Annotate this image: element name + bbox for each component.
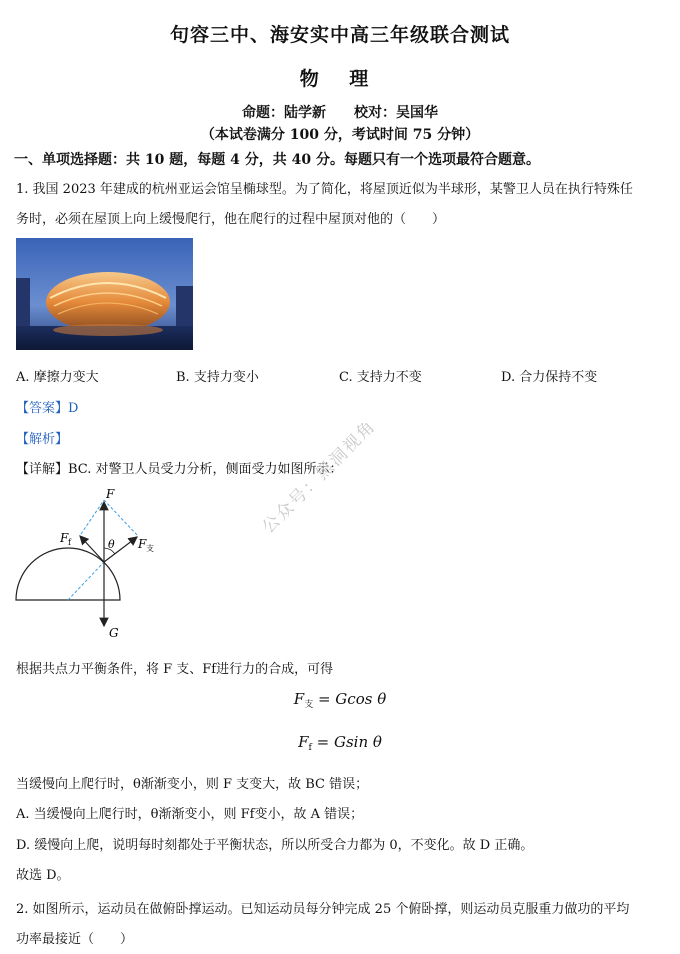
watermark-text: 公众号：黑洞视角 [258,416,381,538]
formula-2-lhs: F [298,733,309,751]
exam-note: （本试卷满分 100 分，考试时间 75 分钟） [200,127,480,143]
analysis-label: 【解析】 [16,432,69,447]
formula-1-lhs: F [293,690,305,708]
q1-option-b: B. 支持力变小 [176,370,259,385]
label-ff-sub: f [68,538,71,547]
stadium-photo [16,238,193,350]
label-ff: F [60,531,69,545]
q2-stem-line1: 2. 如图所示，运动员在做俯卧撑运动。已知运动员每分钟完成 25 个俯卧撑，则运动员克服重力做功的平均 [16,902,630,917]
condition-line: 根据共点力平衡条件，将 F 支、Ff进行力的合成，可得 [16,662,334,677]
conclusion-line-c: D. 缓慢向上爬，说明每时刻都处于平衡状态，所以所受合力都为 0，不变化。故 D 正确。 [16,838,534,853]
q1-option-d: D. 合力保持不变 [501,370,598,385]
label-theta: θ [108,538,115,551]
formula-1-rhs: = Gcos θ [313,690,387,708]
formula-1-sub: 支 [304,700,314,710]
exam-title: 句容三中、海安实中高三年级联合测试 [169,24,510,46]
formula-2 [0,733,680,753]
formula-1 [0,690,680,710]
subject-title: 物 理 [299,68,381,90]
conclusion-line-d: 故选 D。 [16,868,70,883]
force-diagram [8,484,178,644]
conclusion-line-b: A. 当缓慢向上爬行时，θ渐渐变小，则 Ff变小，故 A 错误； [16,807,364,822]
detail-line: 【详解】BC. 对警卫人员受力分析，侧面受力如图所示： [16,462,343,477]
q2-stem-line2: 功率最接近（ ） [16,932,134,947]
label-f: F [106,487,115,501]
section-heading: 一、单项选择题：共 10 题，每题 4 分，共 40 分。每题只有一个选项最符合题意。 [14,152,540,168]
formula-2-rhs: = Gsin θ [311,733,382,751]
q1-stem-line2: 务时，必须在屋顶上向上缓慢爬行，他在爬行的过程中屋顶对他的（ ） [16,212,446,227]
formula-2-sub: f [308,743,312,753]
q1-option-a: A. 摩擦力变大 [16,370,99,385]
label-g: G [109,626,119,640]
answer-label: 【答案】D [16,401,79,416]
q1-stem-line1: 1. 我国 2023 年建成的杭州亚运会馆呈椭球型。为了简化，将屋顶近似为半球形，某警卫人员在执行特殊任 [16,182,633,197]
label-fz: F [138,537,147,551]
conclusion-line-a: 当缓慢向上爬行时，θ渐渐变小，则 F 支变大，故 BC 错误； [16,777,369,792]
q1-option-c: C. 支持力不变 [339,370,422,385]
authors-line: 命题：陆学新 校对：吴国华 [242,105,438,121]
label-fz-sub: 支 [146,544,154,553]
